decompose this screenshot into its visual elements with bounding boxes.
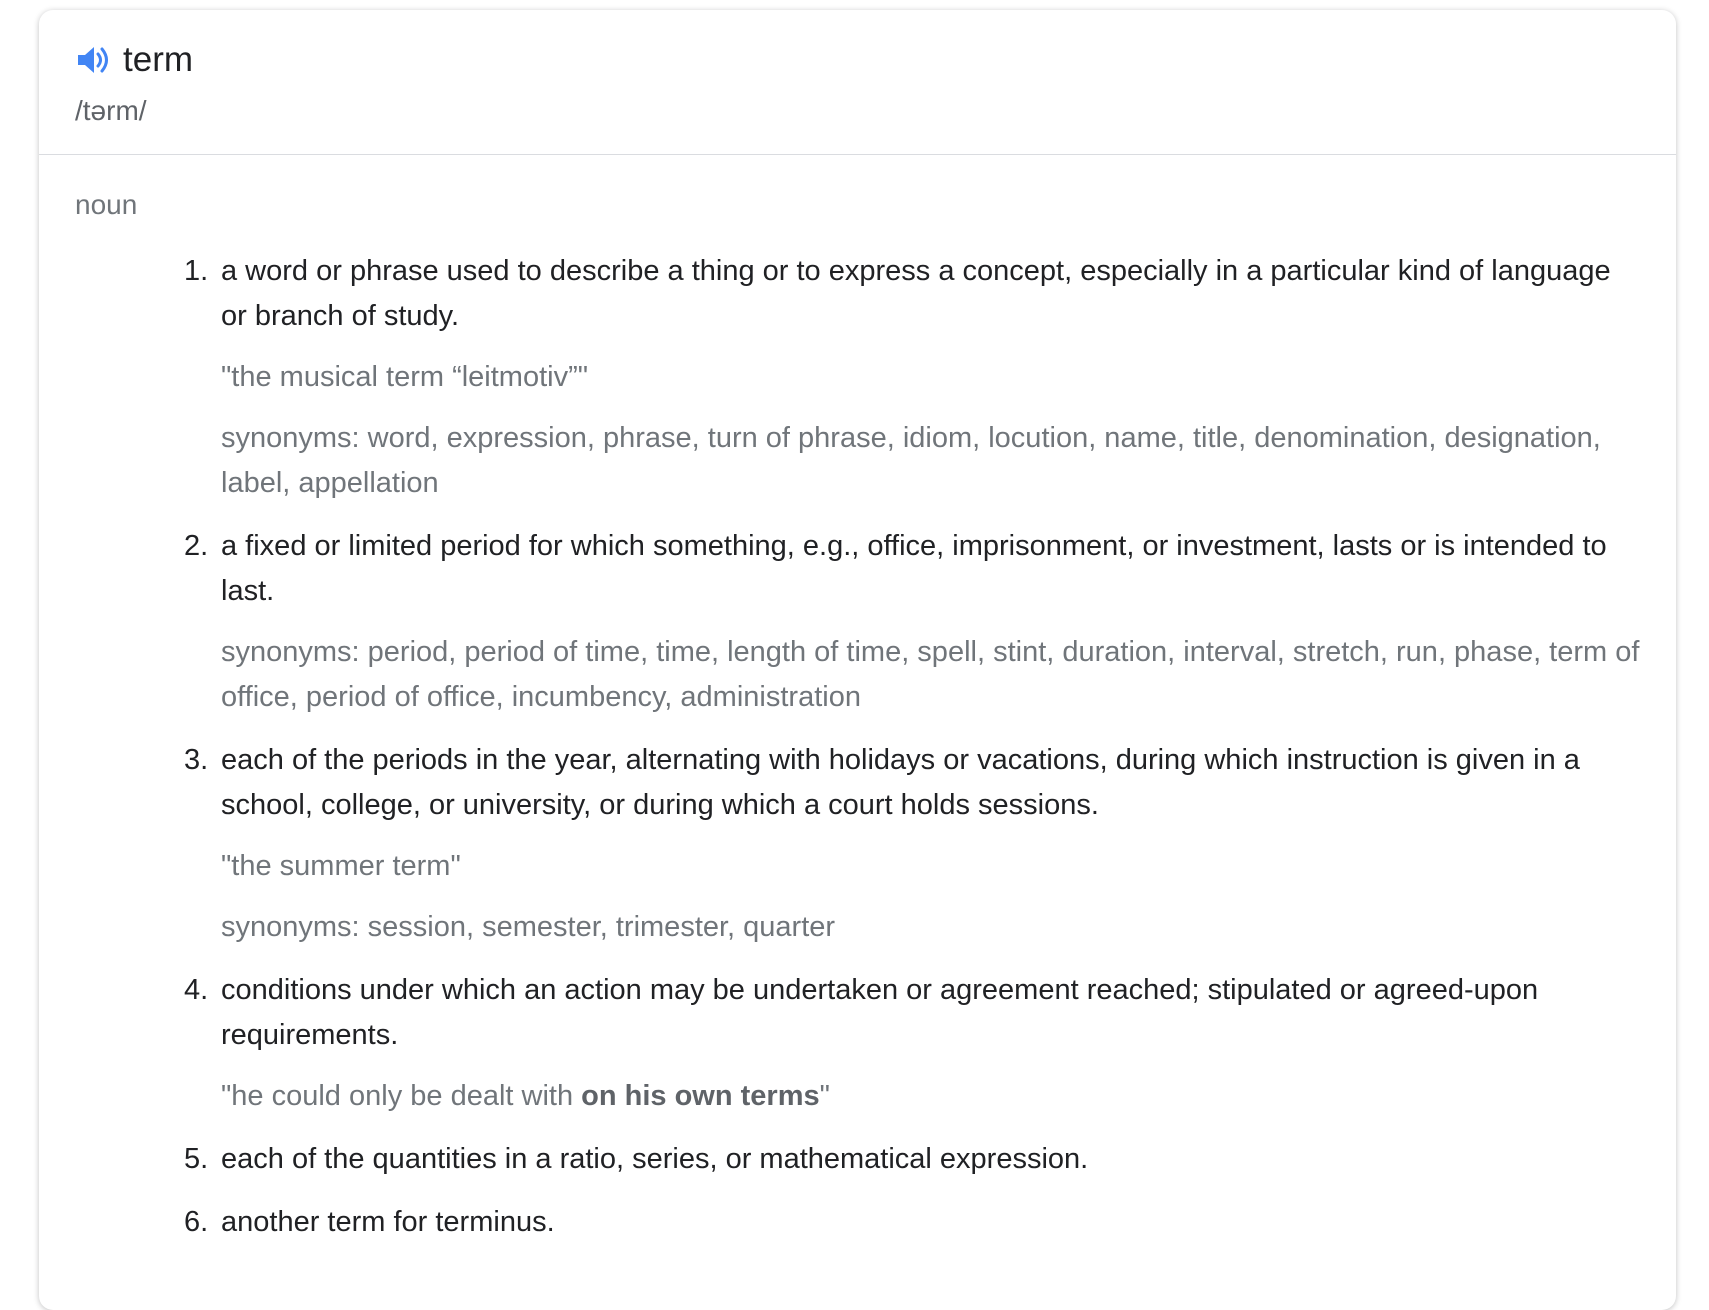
sense-number: 1. [184, 255, 209, 287]
synonyms-line[interactable]: synonyms: session, semester, trimester, quarter [221, 911, 836, 943]
sense-number: 5. [184, 1143, 209, 1175]
sense-number: 4. [184, 974, 209, 1006]
headword: term [123, 40, 193, 79]
synonyms-line[interactable]: synonyms: period, period of time, time, length of time, spell, stint, duration, interval, stretch, run, phase, term of office, period of office, incumbency, administration [221, 636, 1640, 713]
sense-item [75, 1137, 1640, 1182]
sense-definition: each of the periods in the year, alternating with holidays or vacations, during which instruction is given in a school, college, or university, or during which a court holds sessions. [221, 744, 1580, 821]
sense-item [75, 524, 1640, 720]
sense-item [75, 968, 1640, 1119]
sense-number: 6. [184, 1206, 209, 1238]
sense-definition: each of the quantities in a ratio, series, or mathematical expression. [221, 1143, 1089, 1175]
usage-example [221, 1074, 1640, 1119]
sense-item [75, 249, 1640, 506]
sense-item [75, 738, 1640, 950]
pronunciation-button[interactable] [75, 41, 113, 79]
sense-number: 3. [184, 744, 209, 776]
sense-definition: a fixed or limited period for which something, e.g., office, imprisonment, or investment, lasts or is intended to last. [221, 530, 1607, 607]
usage-example-text: "he could only be dealt with [221, 1080, 582, 1112]
word-row [75, 38, 193, 82]
phonetic-spelling: /tərm/ [75, 95, 147, 126]
speaker-icon [76, 44, 112, 76]
sense-definition: another term for terminus. [221, 1206, 555, 1238]
entry-header [39, 10, 1676, 155]
part-of-speech: noun [75, 189, 138, 220]
usage-example: "the summer term" [221, 850, 461, 882]
synonyms-line[interactable]: synonyms: word, expression, phrase, turn of phrase, idiom, locution, name, title, denomination, designation, label, appellation [221, 422, 1601, 499]
usage-example-end: " [819, 1080, 830, 1112]
entry-body [39, 155, 1676, 1245]
sense-definition: a word or phrase used to describe a thing or to express a concept, especially in a particular kind of language or branch of study. [221, 255, 1611, 332]
sense-item [75, 1200, 1640, 1245]
usage-example: "the musical term “leitmotiv”" [221, 361, 589, 393]
usage-example-highlight: on his own terms [581, 1080, 820, 1112]
sense-definition: conditions under which an action may be undertaken or agreement reached; stipulated or agreed-upon requirements. [221, 974, 1539, 1051]
sense-list [75, 249, 1640, 1245]
dictionary-card [39, 10, 1676, 1310]
sense-number: 2. [184, 530, 209, 562]
